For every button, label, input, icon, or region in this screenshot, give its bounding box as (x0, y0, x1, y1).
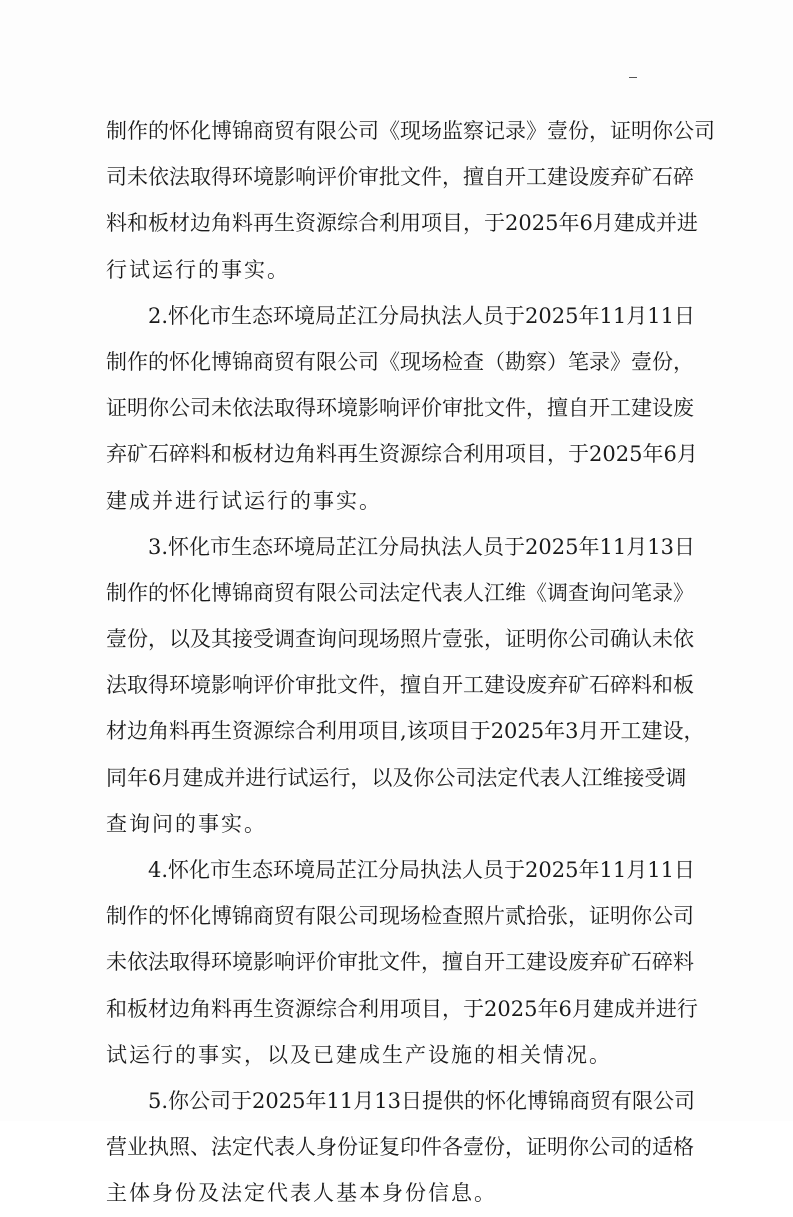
text-line: 行试运行的事实。 (106, 257, 290, 282)
scan-mark (629, 77, 637, 78)
text-line: 料 和 板 材 边 角 料 再 生 资 源 综 合 利 用 项 目 ， 于 2025 年 6 月 建 成 并 进 (106, 211, 698, 236)
text-line: 5. 你 公 司 于 2025 年 11 月 13 日 提 供 的 怀 化 博 锦 商 贸 有 限 公 司 (148, 1088, 695, 1113)
text-line: 试运行的事实，以及已建成生产设施的相关情况。 (106, 1042, 612, 1067)
text-line: 主体身份及法定代表人基本身份信息。 (106, 1181, 497, 1206)
text-line: 法 取 得 环 境 影 响 评 价 审 批 文 件 ， 擅 自 开 工 建 设 废 弃 矿 石 碎 料 和 板 (106, 673, 694, 698)
text-line: 2. 怀 化 市 生 态 环 境 局 芷 江 分 局 执 法 人 员 于 2025 年 11 月 11 日 (148, 303, 695, 328)
text-line: 材 边 角 料 再 生 资 源 综 合 利 用 项 目 , 该 项 目 于 2025 年 3 月 开 工 建 设 ， (106, 719, 705, 744)
text-line: 未 依 法 取 得 环 境 影 响 评 价 审 批 文 件 ， 擅 自 开 工 建 设 废 弃 矿 石 碎 料 (106, 950, 694, 975)
paragraph-p-4 (106, 847, 698, 1078)
text-line: 弃 矿 石 碎 料 和 板 材 边 角 料 再 生 资 源 综 合 利 用 项 目 ， 于 2025 年 6 月 (106, 442, 698, 467)
document-body (106, 108, 715, 1217)
text-line: 制 作 的 怀 化 博 锦 商 贸 有 限 公 司 《 现 场 监 察 记 录 》 壹 份 ， 证 明 你 公 司 (106, 119, 715, 143)
text-line: 司 未 依 法 取 得 环 境 影 响 评 价 审 批 文 件 ， 擅 自 开 工 建 设 废 弃 矿 石 碎 (106, 165, 694, 190)
text-line: 制 作 的 怀 化 博 锦 商 贸 有 限 公 司 法 定 代 表 人 江 维 《 调 查 询 问 笔 录 》 (106, 580, 694, 605)
text-line: 和 板 材 边 角 料 再 生 资 源 综 合 利 用 项 目 ， 于 2025 年 6 月 建 成 并 进 行 (106, 996, 698, 1021)
paragraph-p-5 (106, 1078, 695, 1217)
text-line: 同 年 6 月 建 成 并 进 行 试 运 行 ， 以 及 你 公 司 法 定 代 表 人 江 维 接 受 调 (106, 765, 687, 790)
text-line: 壹 份 ， 以 及 其 接 受 调 查 询 问 现 场 照 片 壹 张 ， 证 明 你 公 司 确 认 未 依 (106, 627, 694, 652)
text-line: 营 业 执 照 、 法 定 代 表 人 身 份 证 复 印 件 各 壹 份 ， 证 明 你 公 司 的 适 格 (106, 1135, 694, 1160)
text-line: 建成并进行试运行的事实。 (106, 488, 382, 513)
text-line: 4. 怀 化 市 生 态 环 境 局 芷 江 分 局 执 法 人 员 于 2025 年 11 月 11 日 (148, 858, 695, 882)
paragraph-p-2 (106, 293, 698, 524)
text-line: 查询问的事实。 (106, 811, 267, 836)
text-line: 证 明 你 公 司 未 依 法 取 得 环 境 影 响 评 价 审 批 文 件 ， 擅 自 开 工 建 设 废 (106, 396, 694, 421)
paragraph-p-3 (106, 524, 705, 847)
text-line: 3. 怀 化 市 生 态 环 境 局 芷 江 分 局 执 法 人 员 于 2025 年 11 月 13 日 (148, 534, 695, 559)
paragraph-p-continued (106, 108, 715, 293)
text-line: 制 作 的 怀 化 博 锦 商 贸 有 限 公 司 现 场 检 查 照 片 贰 拾 张 ， 证 明 你 公 司 (106, 904, 694, 929)
text-line: 制 作 的 怀 化 博 锦 商 贸 有 限 公 司 《 现 场 检 查 （ 勘 察 ） 笔 录 》 壹 份 ， (106, 349, 694, 374)
